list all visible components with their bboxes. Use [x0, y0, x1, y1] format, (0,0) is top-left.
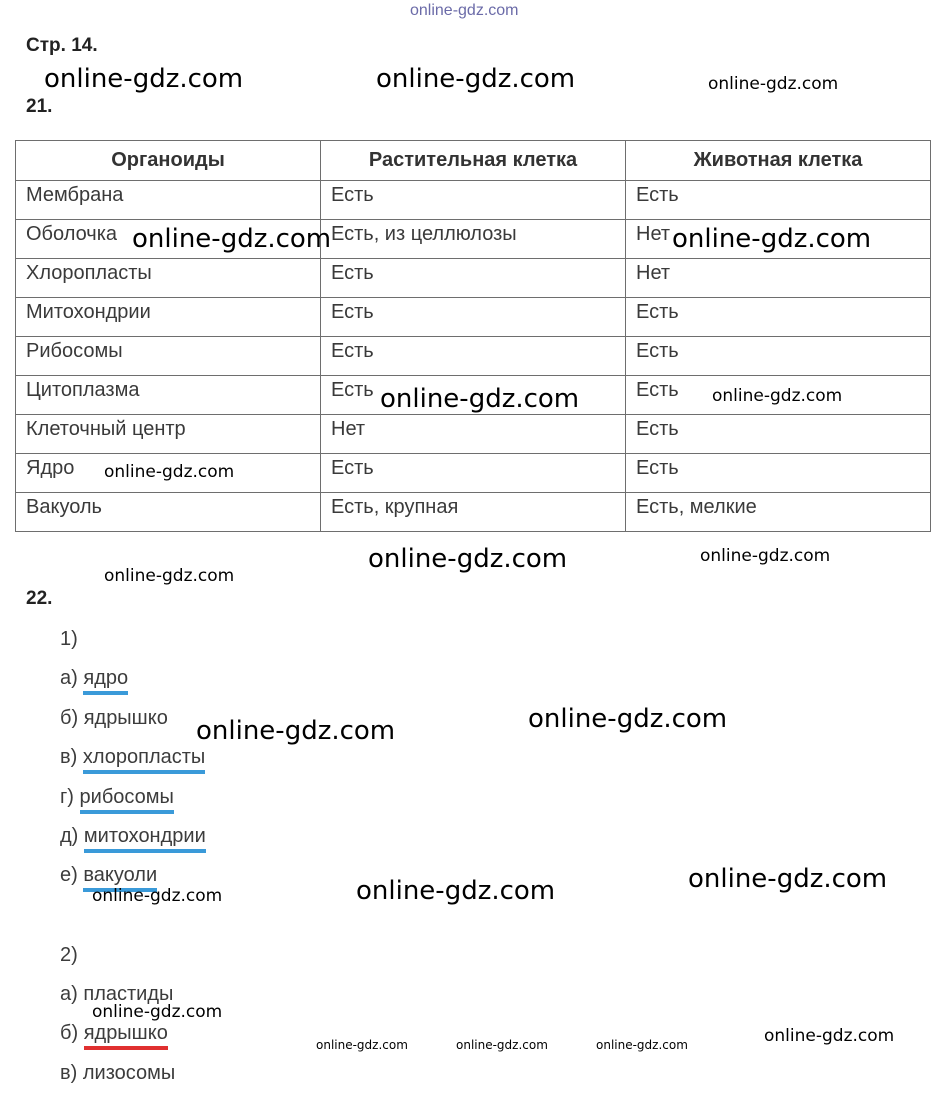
table-cell: Есть [321, 259, 626, 298]
table-cell: Есть [626, 376, 931, 415]
table-row [16, 181, 931, 220]
table-cell: Есть [626, 181, 931, 220]
table-row [16, 298, 931, 337]
item-prefix: д) [60, 825, 79, 847]
table-row [16, 415, 931, 454]
list-item [60, 667, 128, 695]
task-22-number: 22. [26, 588, 53, 609]
task-21-number: 21. [26, 96, 53, 117]
page-title: Стр. 14. [26, 35, 98, 56]
top-watermark: online-gdz.com [410, 2, 519, 19]
watermark: online-gdz.com [92, 1002, 223, 1022]
watermark: online-gdz.com [712, 386, 843, 406]
watermark: online-gdz.com [92, 886, 223, 906]
watermark: online-gdz.com [708, 74, 839, 94]
table-cell: Нет [321, 415, 626, 454]
underlined-answer: хлоропласты [83, 746, 205, 774]
watermark: online-gdz.com [380, 384, 580, 414]
table-cell: Есть [626, 454, 931, 493]
watermark: online-gdz.com [764, 1026, 895, 1046]
watermark: online-gdz.com [376, 64, 576, 94]
item-prefix: б) [60, 707, 79, 729]
item-prefix: в) [60, 1062, 78, 1084]
watermark: online-gdz.com [132, 224, 332, 254]
table-cell: Есть, из целлюлозы [321, 220, 626, 259]
item-prefix: в) [60, 746, 78, 768]
column-header: Животная клетка [626, 141, 931, 181]
watermark: online-gdz.com [44, 64, 244, 94]
watermark: online-gdz.com [700, 546, 831, 566]
item-prefix: б) [60, 1022, 79, 1044]
answer-text: пластиды [83, 983, 174, 1005]
answer-text: лизосомы [82, 1062, 176, 1084]
table-header-row [16, 141, 931, 181]
item-prefix: г) [60, 786, 74, 808]
table-row [16, 259, 931, 298]
part-1-label: 1) [60, 628, 78, 650]
underlined-answer: вакуоли [83, 864, 157, 892]
table-cell: Рибосомы [16, 337, 321, 376]
table-cell: Митохондрии [16, 298, 321, 337]
column-header: Органоиды [16, 141, 321, 181]
table-cell: Мембрана [16, 181, 321, 220]
table-cell: Есть [321, 376, 626, 415]
table-cell: Есть [626, 298, 931, 337]
watermark: online-gdz.com [368, 544, 568, 574]
part-2-label: 2) [60, 944, 78, 966]
list-item [60, 746, 205, 774]
table-cell: Есть [321, 181, 626, 220]
item-prefix: а) [60, 983, 78, 1005]
table-cell: Есть [626, 415, 931, 454]
underlined-answer: ядро [83, 667, 128, 695]
table-cell: Есть, крупная [321, 493, 626, 532]
table-cell: Есть [321, 298, 626, 337]
item-prefix: е) [60, 864, 78, 886]
table-row [16, 493, 931, 532]
watermark: online-gdz.com [104, 566, 235, 586]
underlined-answer: митохондрии [84, 825, 206, 853]
table-cell: Есть [321, 454, 626, 493]
item-prefix: а) [60, 667, 78, 689]
column-header: Растительная клетка [321, 141, 626, 181]
list-item [60, 786, 174, 814]
list-item [60, 825, 206, 853]
watermark: online-gdz.com [528, 704, 728, 734]
table-cell: Вакуоль [16, 493, 321, 532]
watermark: online-gdz.com [104, 462, 235, 482]
watermark: online-gdz.com [356, 876, 556, 906]
table-cell: Клеточный центр [16, 415, 321, 454]
table-cell: Есть [626, 337, 931, 376]
underlined-answer: ядрышко [84, 1022, 168, 1050]
list-item [60, 1022, 168, 1050]
table-cell: Есть [321, 337, 626, 376]
watermark: online-gdz.com [196, 716, 396, 746]
watermark: online-gdz.com [456, 1038, 548, 1052]
answer-text: ядрышко [83, 707, 168, 729]
table-row [16, 337, 931, 376]
underlined-answer: рибосомы [80, 786, 174, 814]
watermark: online-gdz.com [596, 1038, 688, 1052]
table-cell: Есть, мелкие [626, 493, 931, 532]
table-cell: Хлоропласты [16, 259, 321, 298]
watermark: online-gdz.com [316, 1038, 408, 1052]
list-item [60, 707, 168, 731]
table-cell: Цитоплазма [16, 376, 321, 415]
table-cell: Нет [626, 220, 931, 259]
watermark: online-gdz.com [688, 864, 888, 894]
watermark: online-gdz.com [672, 224, 872, 254]
table-cell: Оболочка [16, 220, 321, 259]
table-cell: Нет [626, 259, 931, 298]
list-item [60, 1062, 175, 1086]
table-cell: Ядро [16, 454, 321, 493]
